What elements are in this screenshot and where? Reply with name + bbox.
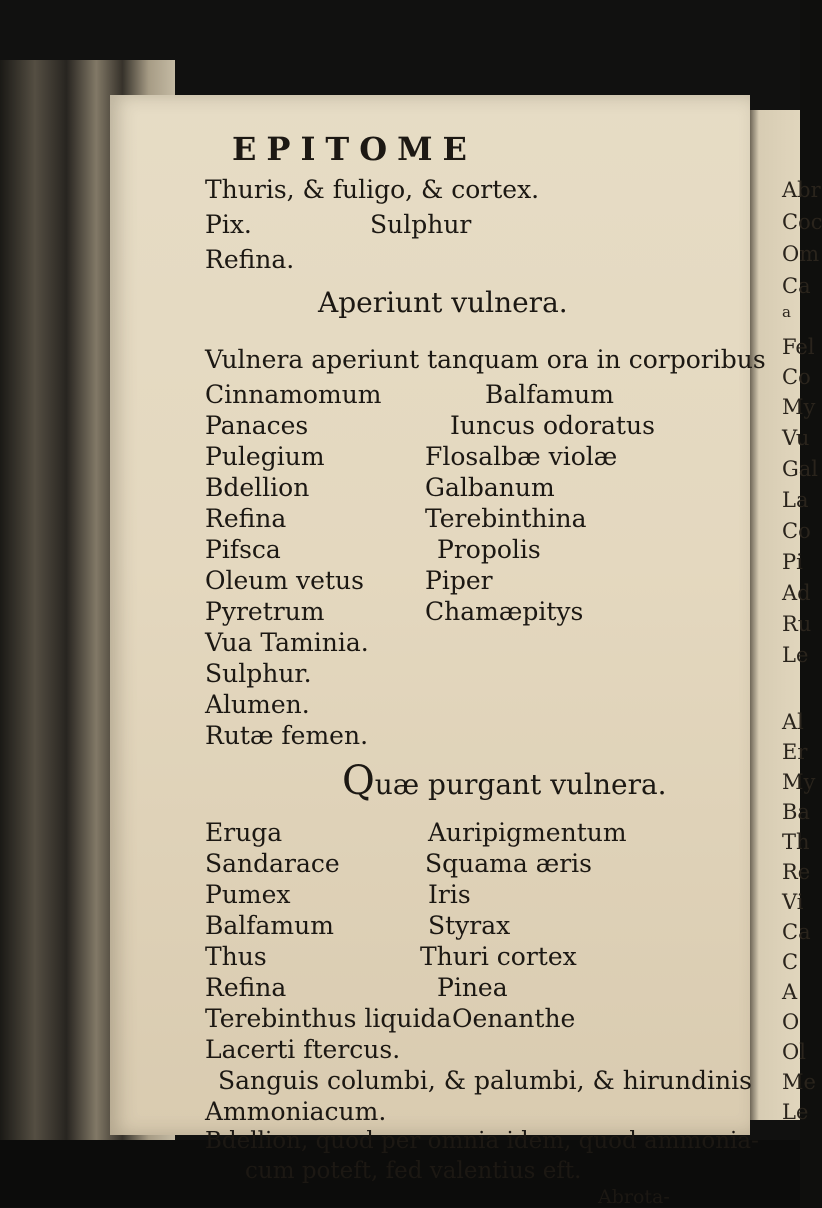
facing-page-fragment-30: Le — [782, 1100, 809, 1124]
section-heading-purgant-text: uæ purgant vulnera. — [374, 768, 667, 801]
facing-page-fragment-1: Abr — [782, 178, 821, 202]
facing-page-fragment-10: Gal — [782, 457, 819, 481]
purgant-right-3: Iris — [428, 880, 471, 909]
purgant-line-lacerti: Lacerti ftercus. — [205, 1035, 401, 1064]
decorative-initial-q: Q — [342, 758, 375, 804]
facing-page-fragment-21: Th — [782, 830, 810, 854]
remedy-right-6: Propolis — [437, 535, 541, 564]
remedy-left-3: Pulegium — [205, 442, 325, 471]
remedy-right-7: Piper — [425, 566, 493, 595]
facing-page-fragment-15: Ru — [782, 612, 812, 636]
purgant-left-7: Terebinthus liquida — [205, 1004, 452, 1033]
facing-page-fragment-6: Fel — [782, 335, 815, 359]
section-heading-aperiunt: Aperiunt vulnera. — [318, 286, 568, 319]
remedy-right-8: Chamæpitys — [425, 597, 584, 626]
facing-page-fragment-8: My — [782, 395, 816, 419]
facing-page-fragment-18: Er — [782, 740, 808, 764]
facing-page-fragment-22: Re — [782, 860, 811, 884]
purgant-left-6: Refina — [205, 973, 287, 1002]
remedy-left-10: Sulphur. — [205, 659, 312, 688]
facing-page-fragment-2: Coc — [782, 210, 822, 234]
section-heading-purgant — [342, 758, 667, 804]
remedy-right-5: Terebinthina — [425, 504, 587, 533]
purgant-right-4: Styrax — [428, 911, 511, 940]
remedy-left-11: Alumen. — [205, 690, 310, 719]
remedy-left-6: Pifsca — [205, 535, 281, 564]
facing-page-fragment-26: A — [782, 980, 798, 1004]
remedy-left-12: Rutæ femen. — [205, 721, 369, 750]
facing-page-fragment-25: C — [782, 950, 799, 974]
intro-pix: Pix. — [205, 210, 252, 239]
facing-page-fragment-29: Me — [782, 1070, 816, 1094]
facing-page-fragment-4: Ca — [782, 274, 811, 298]
page-running-header: EPITOME — [232, 130, 477, 168]
remedy-left-2: Panaces — [205, 411, 309, 440]
remedy-right-1: Balfamum — [485, 380, 614, 409]
purgant-line-ammoniacum: Ammoniacum. — [205, 1097, 387, 1126]
facing-page-fragment-11: La — [782, 488, 809, 512]
purgant-right-1: Auripigmentum — [428, 818, 627, 847]
remedy-left-7: Oleum vetus — [205, 566, 364, 595]
section-subheading-vulnera: Vulnera aperiunt tanquam ora in corporibus — [205, 345, 766, 374]
facing-page-fragment-27: O — [782, 1010, 800, 1034]
purgant-right-2: Squama æris — [425, 849, 592, 878]
facing-page-fragment-24: Ca — [782, 920, 811, 944]
facing-page-fragment-23: Vi — [782, 890, 804, 914]
intro-sulphur: Sulphur — [370, 210, 472, 239]
facing-page-fragment-19: My — [782, 770, 816, 794]
remedy-left-5: Refina — [205, 504, 287, 533]
facing-page-fragment-9: Vu — [782, 426, 810, 450]
remedy-left-8: Pyretrum — [205, 597, 325, 626]
purgant-right-6: Pinea — [437, 973, 508, 1002]
purgant-right-7: Oenanthe — [452, 1004, 576, 1033]
facing-page-fragment-7: Co — [782, 365, 811, 389]
intro-line-thuris: Thuris, & fuligo, & cortex. — [205, 175, 540, 204]
purgant-line-cum-poteft: cum poteft, fed valentius eft. — [245, 1158, 582, 1184]
purgant-left-1: Eruga — [205, 818, 283, 847]
purgant-line-sanguis: Sanguis columbi, & palumbi, & hirundinis — [218, 1066, 752, 1095]
remedy-left-4: Bdellion — [205, 473, 310, 502]
facing-page-fragment-13: Pi — [782, 550, 803, 574]
purgant-right-5: Thuri cortex — [420, 942, 577, 971]
facing-page-fragment-14: Ad — [782, 581, 811, 605]
remedy-right-3: Flosalbæ violæ — [425, 442, 618, 471]
purgant-left-5: Thus — [205, 942, 267, 971]
facing-page-fragment-17: Al — [782, 710, 804, 734]
facing-page-fragment-20: Ba — [782, 800, 810, 824]
facing-page-fragment-16: Le — [782, 643, 809, 667]
remedy-right-4: Galbanum — [425, 473, 555, 502]
facing-page-fragment-3: Om — [782, 242, 820, 266]
remedy-left-1: Cinnamomum — [205, 380, 382, 409]
purgant-left-4: Balfamum — [205, 911, 334, 940]
purgant-left-3: Pumex — [205, 880, 291, 909]
catchword: Abrota- — [598, 1186, 670, 1208]
purgant-left-2: Sandarace — [205, 849, 340, 878]
facing-page-fragment-28: Ol — [782, 1040, 806, 1064]
remedy-left-9: Vua Taminia. — [205, 628, 369, 657]
purgant-line-bdellion: Bdellion, quod per omnia idem, quod ammonia- — [205, 1128, 759, 1154]
facing-page-fragment-5: a — [782, 303, 791, 321]
facing-page-fragment-12: Co — [782, 519, 811, 543]
remedy-right-2: Iuncus odoratus — [450, 411, 655, 440]
intro-resina: Refina. — [205, 245, 295, 274]
